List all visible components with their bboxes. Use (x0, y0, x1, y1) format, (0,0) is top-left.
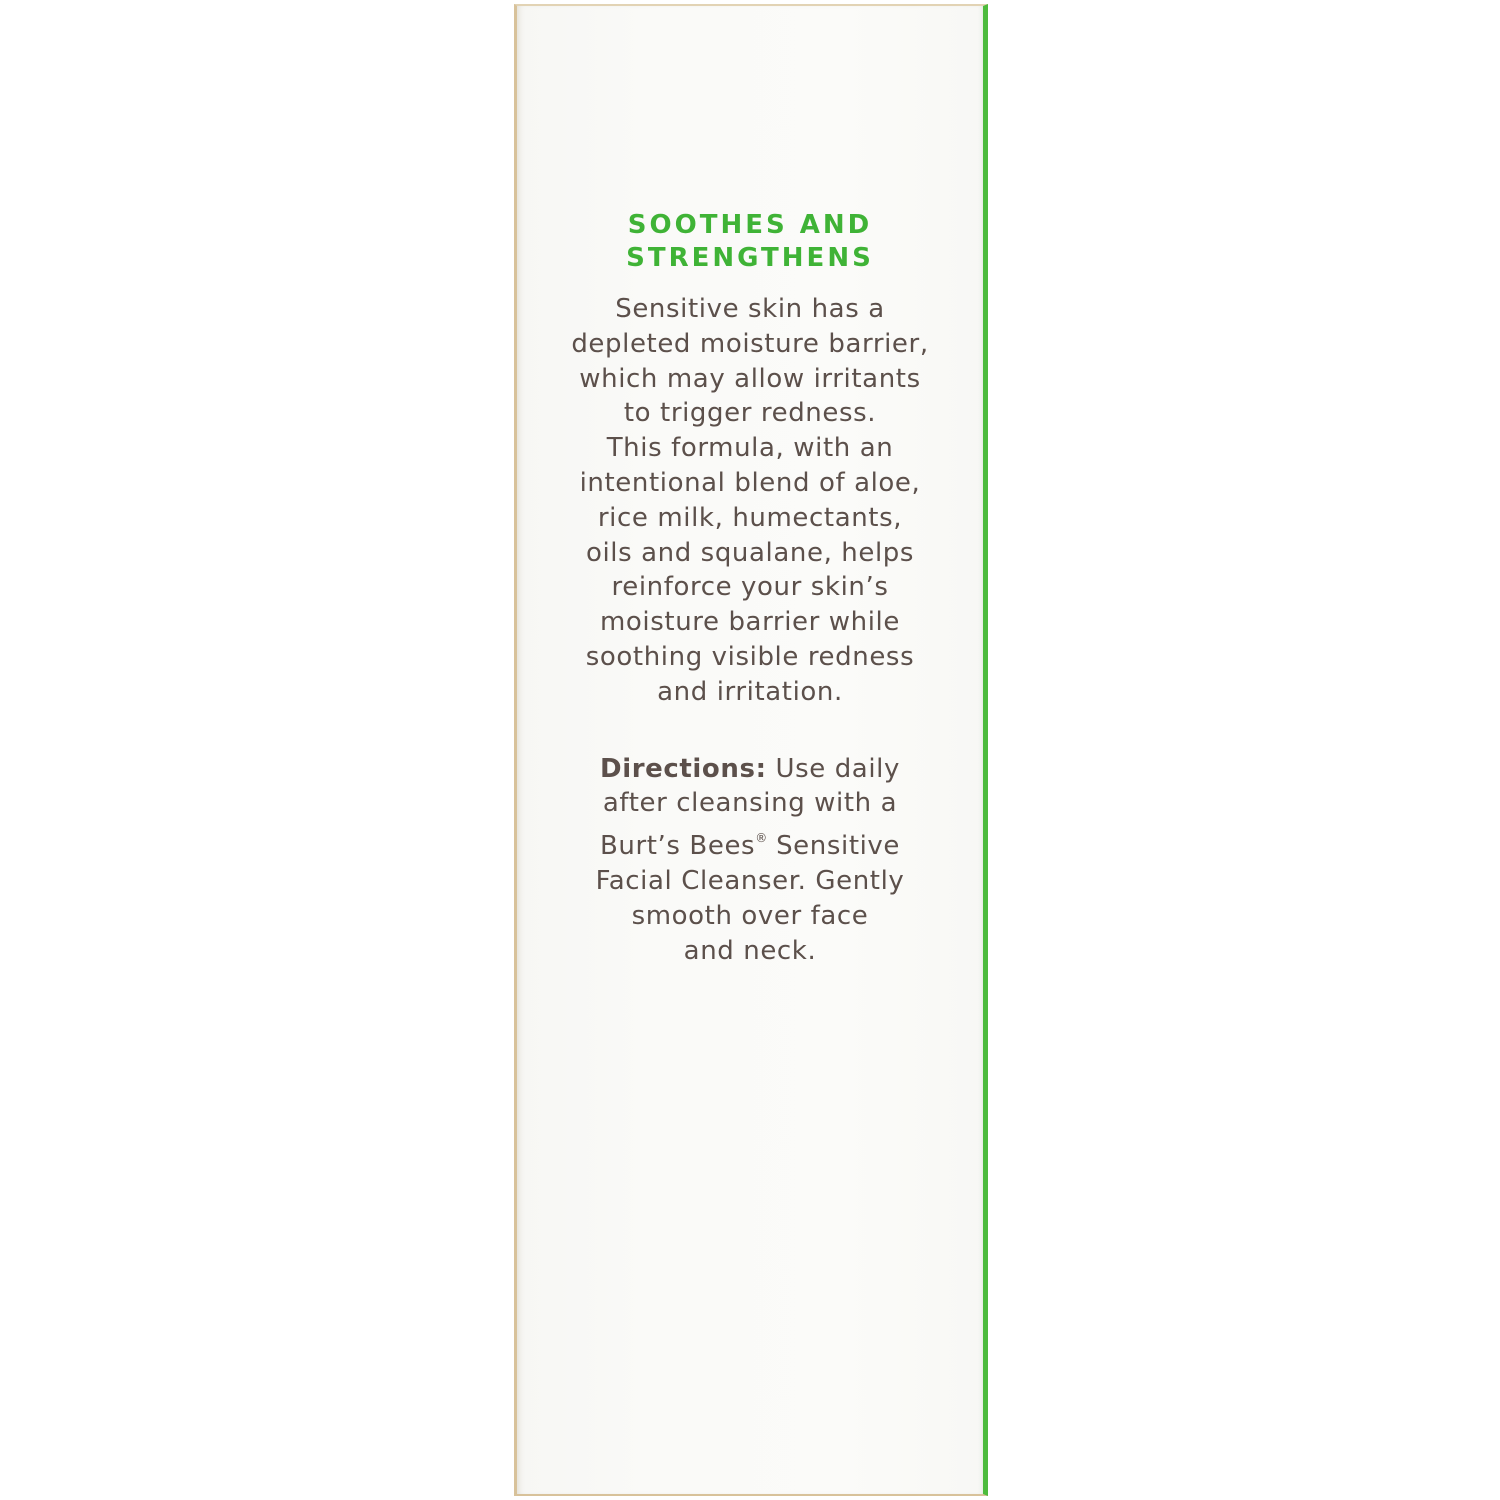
description-line: which may allow irritants (579, 363, 921, 394)
description-line: Sensitive skin has a (615, 294, 885, 324)
directions-label: Directions: (600, 753, 767, 784)
description-line: and irritation. (657, 676, 843, 707)
directions-block (517, 752, 983, 969)
product-box-side-panel (514, 4, 988, 1496)
description-line: to trigger redness. (623, 398, 877, 429)
directions-line: Facial Cleanser. Gently (595, 865, 905, 896)
heading-line: STRENGTHENS (626, 243, 874, 273)
heading-line: SOOTHES AND (627, 210, 873, 240)
brand-name: Burt’s Bees (599, 831, 756, 862)
directions-line: smooth over face (631, 900, 869, 931)
description-line: rice milk, humectants, (597, 502, 903, 533)
description-line: intentional blend of aloe, (579, 467, 921, 498)
description-line: soothing visible redness (585, 641, 915, 672)
directions-line (517, 752, 983, 787)
benefit-description (517, 292, 983, 710)
description-line: depleted moisture barrier, (571, 328, 929, 359)
directions-text: Sensitive (767, 831, 901, 862)
description-line: reinforce your skin’s (611, 572, 889, 603)
description-line: moisture barrier while (600, 607, 900, 638)
description-line: This formula, with an (606, 433, 894, 464)
panel-text-column (517, 209, 983, 968)
registered-mark: ® (755, 831, 768, 846)
benefit-heading (517, 209, 983, 275)
directions-line: and neck. (683, 935, 817, 966)
directions-line (517, 821, 983, 864)
description-line: oils and squalane, helps (585, 537, 915, 568)
directions-line: after cleansing with a (602, 788, 898, 819)
directions-text: Use daily (766, 753, 900, 784)
